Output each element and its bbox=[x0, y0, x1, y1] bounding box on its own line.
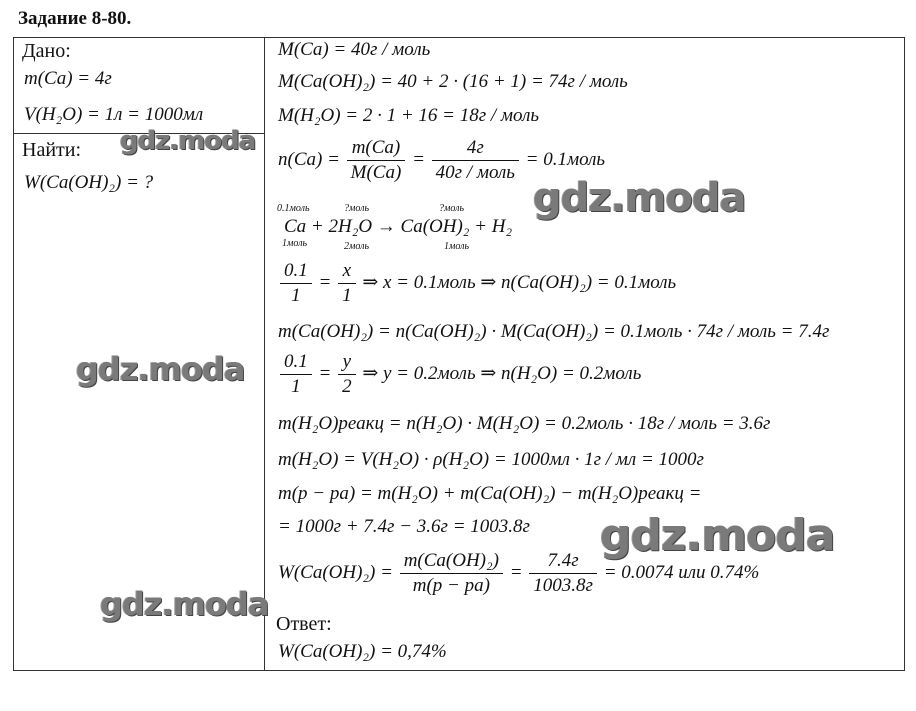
moles-ca-fraction-1 bbox=[347, 137, 406, 184]
given-volume-water: V(H₂O) = 1л = 1000мл bbox=[24, 104, 204, 125]
proportion-fraction-2 bbox=[338, 351, 356, 398]
proportion-fraction-1 bbox=[280, 260, 312, 307]
proportion-fraction-2 bbox=[338, 260, 356, 307]
proportion-fraction-1 bbox=[280, 351, 312, 398]
fraction-denominator: 1 bbox=[291, 376, 301, 397]
fraction-denominator: 2 bbox=[342, 376, 352, 397]
reaction-bottom-hydroxide: 1моль bbox=[444, 241, 470, 252]
reaction-top-ca: 0.1моль bbox=[277, 203, 310, 214]
molar-mass-caoh2: M(Ca(OH)₂) = 40 + 2 · (16 + 1) = 74г / моль bbox=[278, 71, 628, 92]
answer-value: W(Ca(OH)₂) = 0,74% bbox=[278, 641, 447, 662]
mass-water: m(H₂O) = V(H₂O) · ρ(H₂O) = 1000мл · 1г / мл = 1000г bbox=[278, 449, 704, 470]
equals-sign: = bbox=[318, 271, 332, 293]
reaction-bottom-water: 2моль bbox=[344, 241, 370, 252]
proportion-y-result: ⇒ y = 0.2моль ⇒ n(H₂O) = 0.2моль bbox=[362, 362, 642, 384]
proportion-x-result: ⇒ x = 0.1моль ⇒ n(Ca(OH)₂) = 0.1моль bbox=[362, 271, 677, 293]
reaction-equation: Ca + 2H₂O → Ca(OH)₂ + H₂ bbox=[284, 216, 513, 237]
reaction-bottom-ca: 1моль bbox=[282, 238, 308, 249]
watermark-logo: gdz.moda bbox=[120, 126, 256, 156]
proportion-x bbox=[278, 260, 676, 307]
molar-mass-water: M(H₂O) = 2 · 1 + 16 = 18г / моль bbox=[278, 105, 540, 126]
column-divider bbox=[264, 38, 265, 670]
find-mass-fraction: W(Ca(OH)₂) = ? bbox=[24, 172, 154, 193]
fraction-numerator: 7.4г bbox=[529, 550, 597, 574]
equals-sign: = bbox=[318, 362, 332, 384]
fraction-numerator: 4г bbox=[432, 137, 519, 161]
reaction-top-hydroxide: ?моль bbox=[439, 203, 465, 214]
fraction-numerator: y bbox=[338, 351, 356, 375]
mass-fraction-fraction-2 bbox=[529, 550, 597, 597]
fraction-numerator: x bbox=[338, 260, 356, 284]
fraction-denominator: 1003.8г bbox=[533, 575, 593, 596]
mass-solution: m(p − pa) = m(H₂O) + m(Ca(OH)₂) − m(H₂O)реакц = bbox=[278, 483, 702, 504]
watermark-logo: gdz.moda bbox=[533, 175, 746, 221]
mass-fraction-result: = 0.0074 или 0.74% bbox=[603, 561, 760, 583]
fraction-denominator: 40г / моль bbox=[435, 162, 515, 183]
fraction-numerator: 0.1 bbox=[280, 260, 312, 284]
mass-solution-result: = 1000г + 7.4г − 3.6г = 1003.8г bbox=[278, 516, 530, 537]
watermark-logo: gdz.moda bbox=[76, 350, 245, 388]
proportion-y bbox=[278, 351, 641, 398]
fraction-numerator: m(Ca) bbox=[347, 137, 406, 161]
mass-caoh2: m(Ca(OH)₂) = n(Ca(OH)₂) · M(Ca(OH)₂) = 0.1моль · 74г / моль = 7.4г bbox=[278, 321, 830, 342]
fraction-numerator: 0.1 bbox=[280, 351, 312, 375]
mass-fraction-lhs: W(Ca(OH)₂) = bbox=[278, 561, 393, 583]
find-label: Найти: bbox=[22, 139, 82, 161]
moles-ca-fraction-2 bbox=[432, 137, 519, 184]
watermark-logo: gdz.moda bbox=[600, 510, 835, 561]
fraction-denominator: 1 bbox=[291, 285, 301, 306]
fraction-numerator: m(Ca(OH)₂) bbox=[400, 550, 503, 574]
equals-sign: = bbox=[509, 561, 523, 583]
fraction-denominator: 1 bbox=[342, 285, 352, 306]
mass-water-reacted: m(H₂O)реакц = n(H₂O) · M(H₂O) = 0.2моль · 18г / моль = 3.6г bbox=[278, 413, 771, 434]
moles-ca-result: = 0.1моль bbox=[525, 148, 606, 170]
equals-sign: = bbox=[412, 148, 425, 170]
fraction-denominator: m(p − pa) bbox=[412, 575, 490, 596]
reaction-top-water: ?моль bbox=[344, 203, 370, 214]
task-title: Задание 8-80. bbox=[18, 8, 132, 29]
given-label: Дано: bbox=[22, 40, 71, 62]
answer-label: Ответ: bbox=[276, 613, 332, 635]
moles-ca-lhs: n(Ca) = bbox=[278, 148, 340, 170]
given-mass-ca: m(Ca) = 4г bbox=[24, 68, 112, 89]
fraction-denominator: M(Ca) bbox=[350, 162, 402, 183]
watermark-logo: gdz.moda bbox=[100, 585, 269, 623]
molar-mass-ca: M(Ca) = 40г / моль bbox=[278, 39, 431, 60]
mass-fraction-fraction-1 bbox=[400, 550, 503, 597]
